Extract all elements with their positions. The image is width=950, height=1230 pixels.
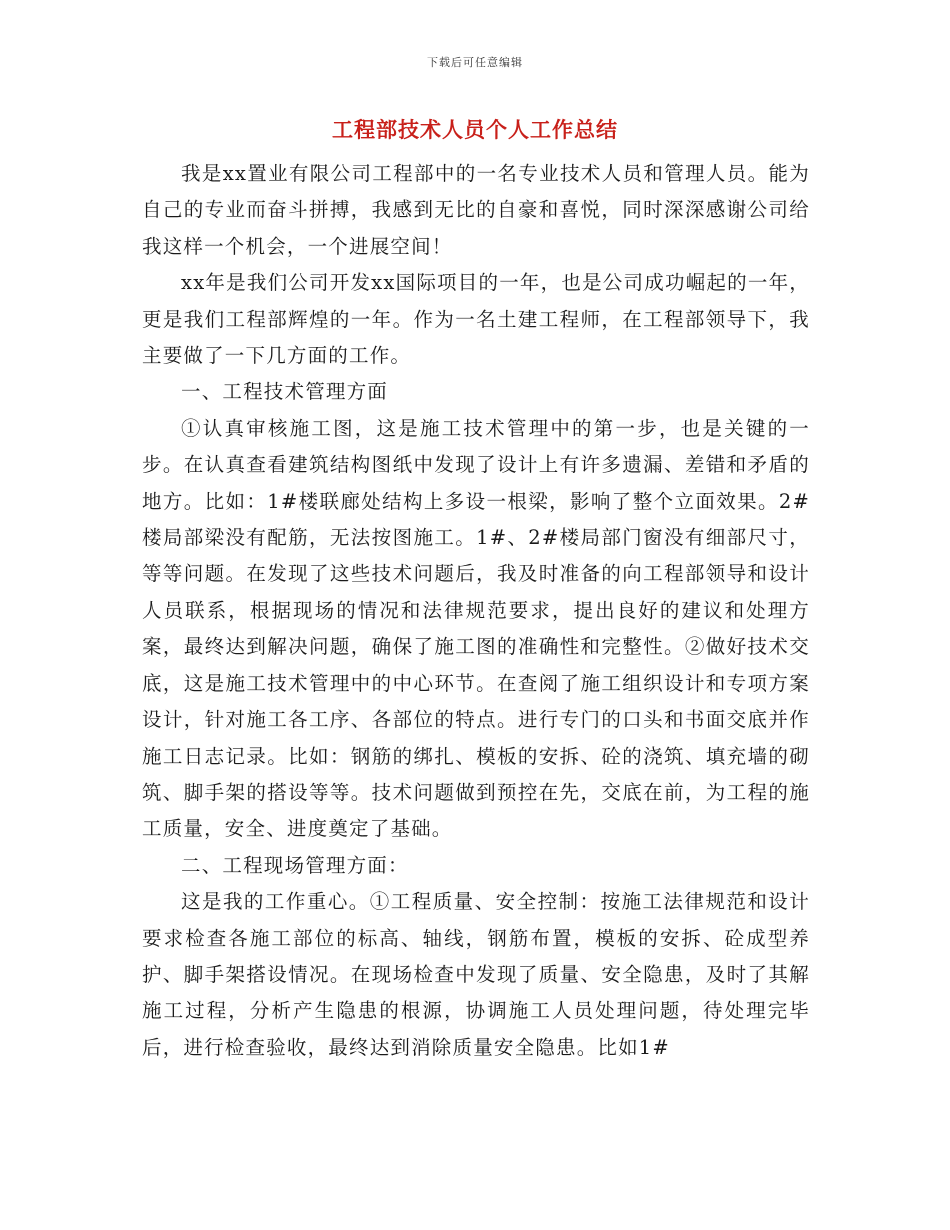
section-heading-technical: 一、工程技术管理方面 — [181, 380, 389, 404]
document-body — [142, 156, 810, 1066]
paragraph-technical-management: ①认真审核施工图，这是施工技术管理中的第一步，也是关键的一步。在认真查看建筑结构图纸中发现了设计上有许多遗漏、差错和矛盾的地方。比如：1#楼联廊处结构上多设一根梁，影响了整个立面效果。2#楼局部梁没有配筋，无法按图施工。1#、2#楼局部门窗没有细部尺寸，等等问题。在发现了这些技术问题后，我及时准备的向工程部领导和设计人员联系，根据现场的情况和法律规范要求，提出良好的建议和处理方案，最终达到解决问题，确保了施工图的准确性和完整性。②做好技术交底，这是施工技术管理中的中心环节。在查阅了施工组织设计和专项方案设计，针对施工各工序、各部位的特点。进行专门的口头和书面交底并作施工日志记录。比如：钢筋的绑扎、模板的安拆、砼的浇筑、填充墙的砌筑、脚手架的搭设等等。技术问题做到预控在先，交底在前，为工程的施工质量，安全、进度奠定了基础。 — [142, 416, 810, 841]
header-note: 下载后可任意编辑 — [427, 56, 523, 69]
paragraph-site-management: 这是我的工作重心。①工程质量、安全控制：按施工法律规范和设计要求检查各施工部位的标高、轴线，钢筋布置，模板的安拆、砼成型养护、脚手架搭设情况。在现场检查中发现了质量、安全隐患，及时了其解施工过程，分析产生隐患的根源，协调施工人员处理问题，待处理完毕后，进行检查验收，最终达到消除质量安全隐患。比如1# — [142, 890, 810, 1059]
section-heading-site: 二、工程现场管理方面： — [181, 853, 409, 877]
document-title: 工程部技术人员个人工作总结 — [332, 117, 618, 142]
paragraph-intro: 我是xx置业有限公司工程部中的一名专业技术人员和管理人员。能为自己的专业而奋斗拼搏，我感到无比的自豪和喜悦，同时深深感谢公司给我这样一个机会，一个进展空间！ — [142, 162, 810, 258]
paragraph-year-overview: xx年是我们公司开发xx国际项目的一年，也是公司成功崛起的一年，更是我们工程部辉煌的一年。作为一名土建工程师，在工程部领导下，我主要做了一下几方面的工作。 — [142, 271, 810, 368]
